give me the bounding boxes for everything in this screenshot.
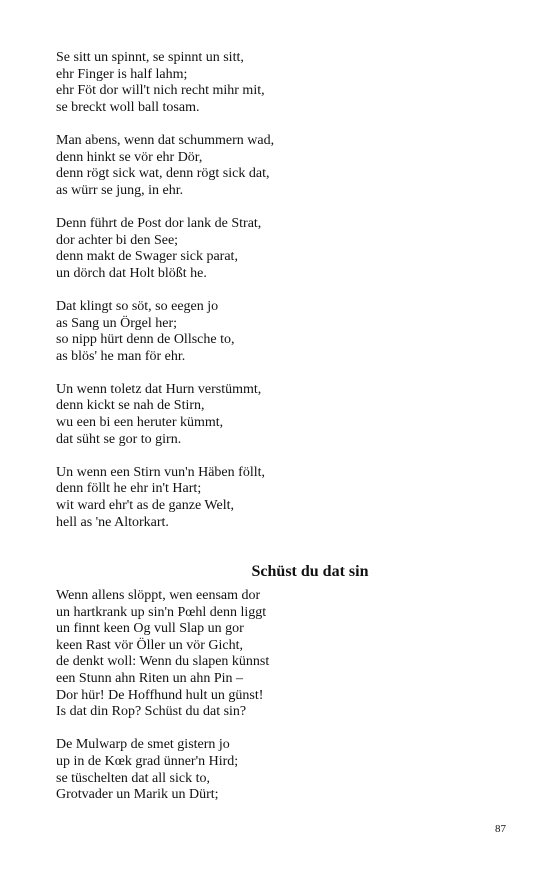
stanza	[56, 588, 496, 721]
verse-line: Grotvader un Marik un Dürt;	[56, 787, 219, 803]
stanza-gap	[56, 199, 496, 216]
verse-line: Se sitt un spinnt, se spinnt un sitt,	[56, 50, 244, 65]
verse-line: Un wenn toletz dat Hurn verstümmt,	[56, 381, 262, 397]
stanza-gap	[56, 721, 496, 738]
stanza	[56, 133, 496, 199]
verse-line: se tüschelten dat all sick to,	[56, 770, 210, 786]
verse-line: up in de Kœk grad ünner'n Hird;	[56, 753, 239, 769]
verse-line: un hartkrank up sin'n Pœhl denn liggt	[56, 604, 267, 620]
verse-line: Man abens, wenn dat schummern wad,	[56, 132, 275, 148]
verse-line: Wenn allens slöppt, wen eensam dor	[56, 588, 261, 603]
verse-line: as blös' he man för ehr.	[56, 348, 186, 364]
verse-line: denn föllt he ehr in't Hart;	[56, 481, 202, 497]
verse-line: wu een bi een heruter kümmt,	[56, 415, 224, 431]
poem-1	[56, 50, 496, 531]
verse-line: ehr Finger is half lahm;	[56, 66, 188, 82]
verse-line: se breckt woll ball tosam.	[56, 99, 200, 115]
verse-line: denn makt de Swager sick parat,	[56, 249, 238, 265]
poem-2	[56, 588, 496, 804]
stanza-gap	[56, 448, 496, 465]
verse-line: Dat klingt so söt, so eegen jo	[56, 298, 219, 314]
stanza	[56, 737, 496, 803]
stanza-gap	[56, 365, 496, 382]
verse-line: ehr Föt dor will't nich recht mihr mit,	[56, 83, 265, 99]
verse-line: denn rögt sick wat, denn rögt sick dat,	[56, 166, 270, 182]
verse-line: keen Rast vör Öller un vör Gicht,	[56, 637, 244, 653]
verse-line: so nipp hürt denn de Ollsche to,	[56, 332, 235, 348]
verse-line: as Sang un Örgel her;	[56, 315, 178, 331]
verse-line: Is dat din Rop? Schüst du dat sin?	[56, 704, 247, 720]
stanza	[56, 465, 496, 531]
page-number: 87	[495, 823, 506, 835]
verse-line: dat süht se gor to girn.	[56, 431, 182, 447]
stanza	[56, 50, 496, 116]
verse-line: De Mulwarp de smet gistern jo	[56, 737, 230, 753]
verse-line: un dörch dat Holt blößt he.	[56, 265, 207, 281]
verse-line: Dor hür! De Hoffhund hult un günst!	[56, 687, 264, 703]
verse-line: denn kickt se nah de Stirn,	[56, 398, 205, 414]
verse-line: un finnt keen Og vull Slap un gor	[56, 621, 244, 637]
verse-line: denn hinkt se vör ehr Dör,	[56, 149, 203, 165]
stanza	[56, 216, 496, 282]
verse-line: wit ward ehr't as de ganze Welt,	[56, 498, 235, 514]
verse-line: Un wenn een Stirn vun'n Häben föllt,	[56, 464, 265, 480]
stanza-gap	[56, 282, 496, 299]
verse-line: hell as 'ne Altorkart.	[56, 514, 169, 530]
stanza-gap	[56, 116, 496, 133]
poem-title: Schüst du dat sin	[251, 563, 369, 580]
verse-line: de denkt woll: Wenn du slapen künnst	[56, 654, 270, 670]
stanza	[56, 382, 496, 448]
verse-line: Denn führt de Post dor lank de Strat,	[56, 215, 262, 231]
verse-line: as würr se jung, in ehr.	[56, 182, 184, 198]
verse-line: een Stunn ahn Riten un ahn Pin –	[56, 670, 244, 686]
stanza	[56, 299, 496, 365]
verse-line: dor achter bi den See;	[56, 232, 179, 248]
